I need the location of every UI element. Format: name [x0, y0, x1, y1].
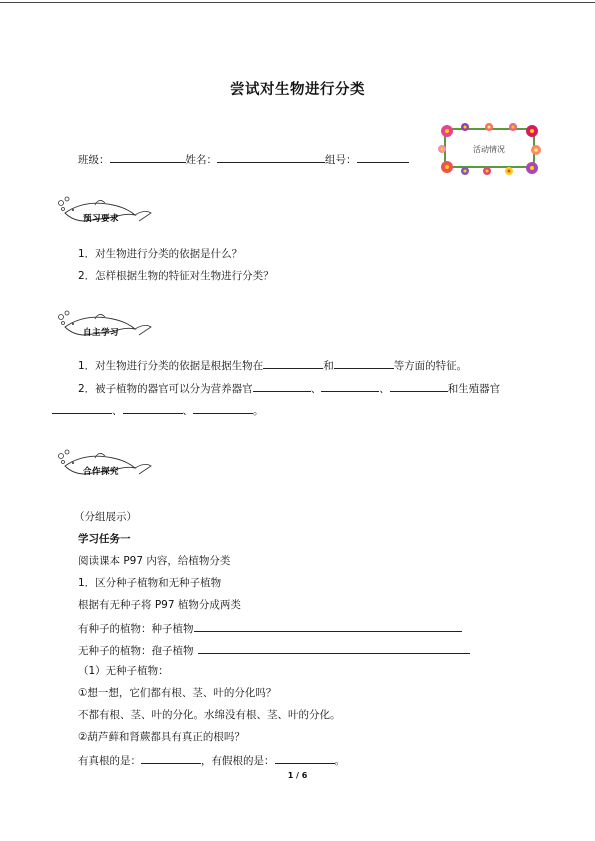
section-badge-cooperate [55, 448, 165, 482]
answer-blank[interactable] [253, 380, 311, 392]
task-title: 学习任务一 [78, 533, 131, 545]
section-badge-self-study [55, 309, 165, 343]
class-blank[interactable] [110, 151, 186, 163]
flower-frame-image [437, 122, 542, 176]
text: 、 [379, 383, 390, 395]
answer-blank[interactable] [194, 620, 462, 632]
think-question: ①想一想，它们都有根、茎、叶的分化吗？ [78, 687, 277, 699]
text: ，有假根的是： [201, 755, 275, 767]
seedless-title: （1）无种子植物： [78, 665, 169, 677]
sub-question-1: 1．区分种子植物和无种子植物 [78, 577, 222, 589]
answer-blank[interactable] [390, 380, 448, 392]
student-info-row [78, 151, 409, 167]
text: 2．被子植物的器官可以分为营养器官 [78, 383, 253, 395]
name-label: 姓名： [185, 154, 217, 166]
page-title: 尝试对生物进行分类 [230, 82, 365, 98]
section-label-self-study: 自主学习 [83, 328, 120, 338]
self-study-question-2-cont [52, 402, 264, 418]
text: 等方面的特征。 [393, 360, 468, 372]
preview-question-2: 2．怎样根据生物的特征对生物进行分类？ [78, 270, 274, 282]
section-label-cooperate: 合作探究 [83, 467, 120, 477]
answer-blank[interactable] [334, 357, 394, 369]
no-seed-row [78, 642, 470, 658]
text: 。 [253, 405, 264, 417]
answer-blank[interactable] [193, 402, 253, 414]
group-label: 组号： [325, 154, 357, 166]
text: 和 [323, 360, 334, 372]
text: 1．对生物进行分类的依据是根据生物在 [78, 360, 264, 372]
think-answer: 不都有根、茎、叶的分化。水绵没有根、茎、叶的分化。 [78, 709, 341, 721]
self-study-question-1 [78, 357, 467, 373]
text: 。 [334, 755, 345, 767]
section-label-preview: 预习要求 [83, 214, 120, 224]
text: 和生殖器官 [447, 383, 501, 395]
group-show: （分组展示） [74, 511, 137, 523]
answer-blank[interactable] [141, 752, 201, 764]
answer-blank[interactable] [263, 357, 323, 369]
text: 有种子的植物：种子植物 [78, 623, 194, 635]
group-blank[interactable] [357, 151, 409, 163]
root-question: ②葫芦藓和肾蕨都具有真正的根吗？ [78, 731, 245, 743]
answer-blank[interactable] [52, 402, 112, 414]
text: 无种子的植物：孢子植物 [78, 645, 194, 657]
by-seed-text: 根据有无种子将 P97 植物分成两类 [78, 599, 241, 611]
self-study-question-2 [78, 380, 500, 396]
frame-text: 活动情况 [473, 145, 505, 154]
answer-blank[interactable] [321, 380, 379, 392]
page-number: 1 / 6 [287, 771, 308, 780]
text: 、 [112, 405, 123, 417]
root-answer-row [78, 752, 345, 768]
text: 有真根的是： [78, 755, 141, 767]
read-instruction: 阅读课本 P97 内容，给植物分类 [78, 555, 231, 567]
preview-question-1: 1．对生物进行分类的依据是什么？ [78, 248, 243, 260]
name-blank[interactable] [217, 151, 325, 163]
with-seed-row [78, 620, 462, 636]
text: 、 [182, 405, 193, 417]
section-badge-preview [55, 195, 165, 229]
top-rule [0, 2, 595, 3]
answer-blank[interactable] [198, 642, 470, 654]
class-label: 班级： [78, 154, 110, 166]
answer-blank[interactable] [275, 752, 335, 764]
answer-blank[interactable] [123, 402, 183, 414]
text: 、 [310, 383, 322, 395]
